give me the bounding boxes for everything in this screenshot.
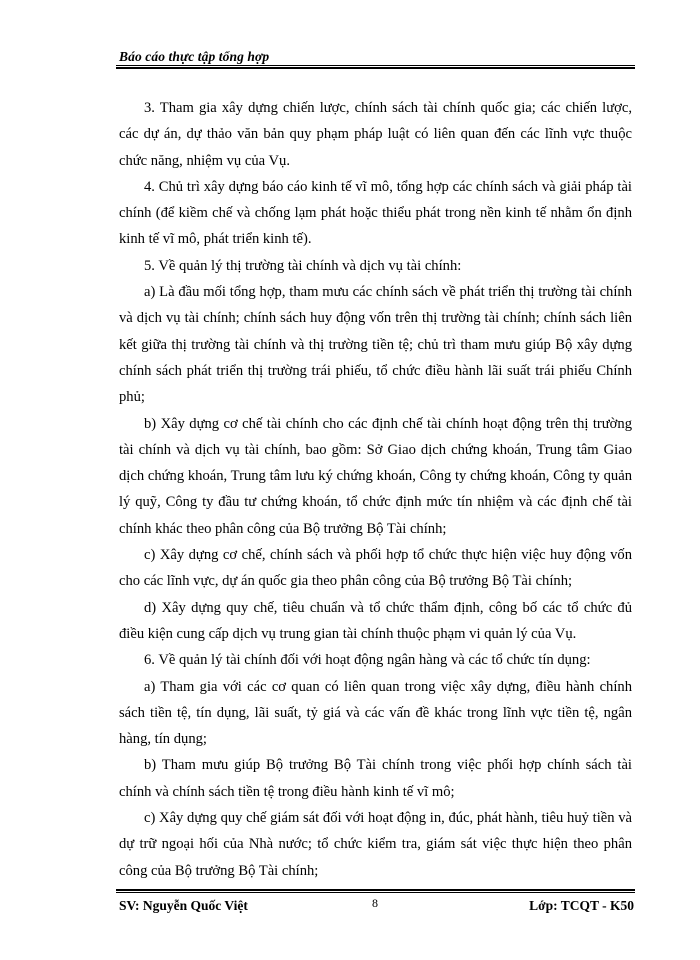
header-divider (116, 65, 635, 66)
paragraph-item-3: 3. Tham gia xây dựng chiến lược, chính sách tài chính quốc gia; các chiến lược, các dự án, dự thảo văn bản quy phạm pháp luật có liên quan đến các lĩnh vực thuộc chức năng, nhiệm vụ của Vụ. (119, 100, 632, 169)
paragraph-item-4: 4. Chủ trì xây dựng báo cáo kinh tế vĩ mô, tổng hợp các chính sách và giải pháp tài chính (để kiềm chế và chống lạm phát hoặc thiểu phát trong nền kinh tế nhằm ổn định kinh tế vĩ mô, phát triển kinh tế). (119, 178, 632, 248)
header-divider-thick (116, 67, 635, 69)
paragraph-item-5c: c) Xây dựng cơ chế, chính sách và phối hợp tổ chức thực hiện việc huy động vốn cho các lĩnh vực, dự án quốc gia theo phân công của Bộ trưởng Bộ Tài chính; (119, 547, 632, 590)
paragraph-item-5-heading: 5. Về quản lý thị trường tài chính và dịch vụ tài chính: (144, 257, 462, 274)
paragraph-item-5d: d) Xây dựng quy chế, tiêu chuẩn và tổ chức thẩm định, công bố các tổ chức đủ điều kiện cung cấp dịch vụ trung gian tài chính thuộc phạm vi quản lý của Vụ. (119, 599, 632, 642)
paragraph-item-6c: c) Xây dựng quy chế giám sát đối với hoạt động in, đúc, phát hành, tiêu huỷ tiền và dự trữ ngoại hối của Nhà nước; tổ chức kiểm tra, giám sát việc thực hiện theo phân công của Bộ trưởng Bộ Tài chính; (119, 810, 632, 879)
page-header-title: Báo cáo thực tập tổng hợp (119, 49, 270, 64)
document-body (119, 95, 632, 884)
paragraph-item-6a: a) Tham gia với các cơ quan có liên quan trong việc xây dựng, điều hành chính sách tiền tệ, tín dụng, lãi suất, tỷ giá và các vấn đề khác trong lĩnh vực tiền tệ, ngân hàng, tín dụng; (119, 678, 632, 748)
footer-student-name: SV: Nguyễn Quốc Việt (119, 898, 248, 913)
page-number: 8 (372, 896, 378, 910)
paragraph-item-5b: b) Xây dựng cơ chế tài chính cho các định chế tài chính hoạt động trên thị trường tài chính và dịch vụ tài chính, bao gồm: Sở Giao dịch chứng khoán, Trung tâm Giao dịch chứng khoán, Trung tâm lưu ký chứng khoán, Công ty chứng khoán, Công ty quản lý quỹ, Công ty đầu tư chứng khoán, tổ chức định mức tín nhiệm và các định chế tài chính khác theo phân công của Bộ trưởng Bộ Tài chính; (119, 415, 632, 537)
footer-divider (116, 892, 635, 893)
paragraph-item-6b: b) Tham mưu giúp Bộ trưởng Bộ Tài chính trong việc phối hợp chính sách tài chính và chính sách tiền tệ trong điều hành kinh tế vĩ mô; (119, 757, 632, 800)
paragraph-item-6-heading: 6. Về quản lý tài chính đối với hoạt động ngân hàng và các tổ chức tín dụng: (144, 652, 591, 669)
footer-divider-thick (116, 889, 635, 891)
footer-class-label: Lớp: TCQT - K50 (529, 898, 634, 913)
paragraph-item-5a: a) Là đầu mối tổng hợp, tham mưu các chính sách về phát triển thị trường tài chính và dịch vụ tài chính; chính sách huy động vốn trên thị trường tài chính; chính sách liên kết giữa thị trường tài chính và thị trường tiền tệ; chủ trì tham mưu giúp Bộ xây dựng chính sách phát triển thị trường trái phiếu, tổ chức điều hành lãi suất trái phiếu Chính phủ; (119, 284, 632, 406)
